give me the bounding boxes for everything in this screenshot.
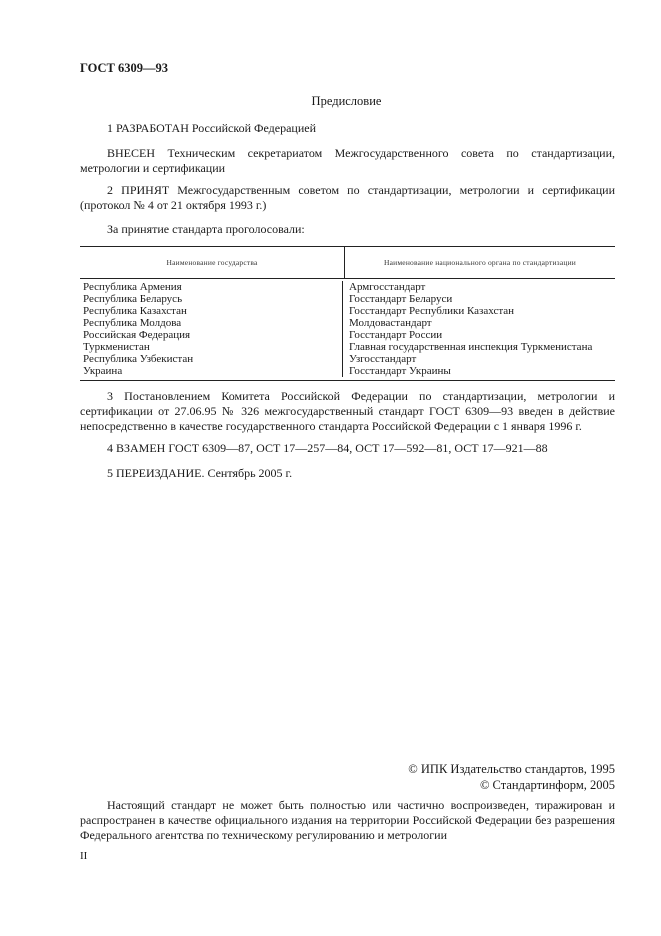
table-cell: Российская Федерация bbox=[83, 329, 191, 341]
paragraph-voted: За принятие стандарта проголосовали: bbox=[107, 222, 305, 236]
paragraph-resolution: 3 Постановлением Комитета Российской Федерации по стандартизации, метрологии и сертификации от 27.06.95 № 326 межгосударственный стандарт ГОСТ 6309—93 введен в действие непосредственно в качестве государственного стандарта Российской Федерации с 1 января 1996 г. bbox=[80, 389, 615, 433]
paragraph-adopted: 2 ПРИНЯТ Межгосударственным советом по стандартизации, метрологии и сертификации (протокол № 4 от 21 октября 1993 г.) bbox=[80, 183, 615, 212]
document-code: ГОСТ 6309—93 bbox=[80, 61, 169, 75]
column-states bbox=[80, 281, 343, 377]
table-cell: Республика Беларусь bbox=[83, 293, 183, 305]
table-cell: Узгосстандарт bbox=[349, 353, 417, 365]
table-cell: Республика Казахстан bbox=[83, 305, 187, 317]
paragraph-reissue: 5 ПЕРЕИЗДАНИЕ. Сентябрь 2005 г. bbox=[107, 466, 293, 480]
table-cell: Украина bbox=[83, 365, 123, 377]
copyright-line: © ИПК Издательство стандартов, 1995 bbox=[408, 762, 615, 776]
column-standards-bodies bbox=[343, 281, 615, 377]
table-cell: Госстандарт России bbox=[349, 329, 443, 341]
table-cell: Армгосстандарт bbox=[349, 281, 426, 293]
legal-notice: Настоящий стандарт не может быть полностью или частично воспроизведен, тиражирован и распространен в качестве официального издания на территории Российской Федерации без разрешения Федерального агентства по техническому регулированию и метрологии bbox=[80, 798, 615, 842]
voting-table bbox=[80, 246, 615, 381]
page-number: II bbox=[80, 850, 88, 862]
table-cell: Главная государственная инспекция Туркменистана bbox=[349, 341, 593, 353]
table-cell: Республика Армения bbox=[83, 281, 182, 293]
paragraph-replaces: 4 ВЗАМЕН ГОСТ 6309—87, ОСТ 17—257—84, ОСТ 17—592—81, ОСТ 17—921—88 bbox=[107, 441, 548, 455]
table-cell: Туркменистан bbox=[83, 341, 150, 353]
table-cell: Госстандарт Беларуси bbox=[349, 293, 453, 305]
header-standards-body: Наименование национального органа по стандартизации bbox=[384, 258, 576, 267]
table-cell: Республика Узбекистан bbox=[83, 353, 194, 365]
table-header bbox=[80, 247, 615, 279]
paragraph-developed: 1 РАЗРАБОТАН Российской Федерацией bbox=[107, 121, 316, 135]
table-cell: Госстандарт Республики Казахстан bbox=[349, 305, 515, 317]
table-body bbox=[80, 279, 615, 380]
paragraph-introduced: ВНЕСЕН Техническим секретариатом Межгосударственного совета по стандартизации, метрологии и сертификации bbox=[80, 146, 615, 175]
copyright-block bbox=[408, 761, 615, 793]
table-cell: Госстандарт Украины bbox=[349, 365, 451, 377]
section-title: Предисловие bbox=[311, 94, 382, 108]
table-cell: Республика Молдова bbox=[83, 317, 182, 329]
header-state: Наименование государства bbox=[80, 247, 345, 278]
table-cell: Молдовастандарт bbox=[349, 317, 432, 329]
copyright-line: © Стандартинформ, 2005 bbox=[479, 778, 615, 792]
